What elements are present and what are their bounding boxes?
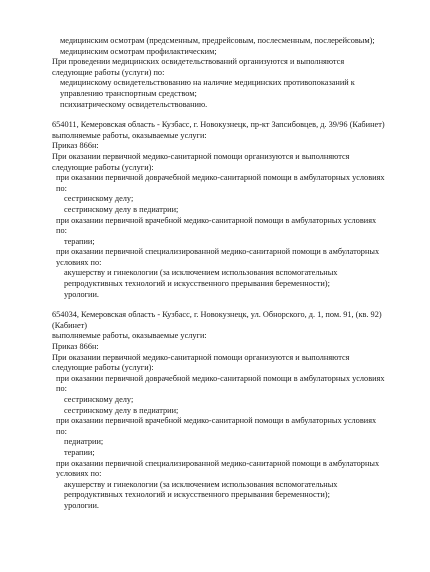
text-line: При оказании первичной медико-санитарной помощи организуются и выполняются следующие работы (услуги): [52, 352, 350, 373]
text-line: урологии. [64, 500, 99, 510]
works-label: выполняемые работы, оказываемые услуги: [52, 331, 207, 341]
text-line: акушерству и гинекологии (за исключением использования вспомогательных репродуктивных технологий и искусственного прерывания беременности); [64, 479, 338, 500]
text-line: терапии; [64, 236, 95, 246]
text-line: акушерству и гинекологии (за исключением использования вспомогательных репродуктивных технологий и искусственного прерывания беременности); [64, 268, 338, 289]
text-line: сестринскому делу; [64, 395, 134, 404]
text-line: педиатрии; [64, 437, 104, 447]
text-line: медицинским осмотрам профилактическим; [60, 46, 217, 56]
text-line: сестринскому делу; [64, 194, 134, 204]
text-line: при оказании первичной врачебной медико-санитарной помощи в амбулаторных условиях по: [56, 416, 377, 436]
order-label: Приказ 866н: [52, 342, 99, 352]
text-line: сестринскому делу в педиатрии; [64, 204, 179, 214]
text-line: при оказании первичной врачебной медико-санитарной помощи в амбулаторных условиях по: [56, 215, 377, 236]
address-block-2 [52, 310, 386, 511]
text-line: При проведении медицинских освидетельствований организуются и выполняются следующие работы (услуги) по: [52, 57, 345, 77]
address-line: 654011, Кемеровская область - Кузбасс, г. Новокузнецк, пр-кт Запсибовцев, д. 39/96 (Кабинет) [52, 120, 385, 130]
text-line: психиатрическому освидетельствованию. [60, 99, 208, 109]
order-label: Приказ 866н: [52, 141, 99, 151]
text-line: при оказании первичной специализированной медико-санитарной помощи в амбулаторных условиях по: [56, 247, 380, 267]
text-line: медицинским осмотрам (предсменным, предрейсовым, послесменным, послерейсовым); [60, 36, 375, 45]
document-page [52, 36, 386, 512]
text-line: При оказании первичной медико-санитарной помощи организуются и выполняются следующие работы (услуги): [52, 151, 350, 172]
text-line: при оказании первичной доврачебной медико-санитарной помощи в амбулаторных условиях по: [56, 373, 385, 394]
address-block-1 [52, 120, 386, 300]
text-line: сестринскому делу в педиатрии; [64, 405, 179, 415]
top-block [52, 36, 386, 110]
works-label: выполняемые работы, оказываемые услуги: [52, 130, 207, 140]
text-line: при оказании первичной доврачебной медико-санитарной помощи в амбулаторных условиях по: [56, 173, 385, 193]
text-line: урологии. [64, 289, 99, 299]
address-line: 654034, Кемеровская область - Кузбасс, г. Новокузнецк, ул. Обнорского, д. 1, пом. 91, (кв. 92) (Кабинет) [52, 310, 382, 330]
text-line: медицинскому освидетельствованию на наличие медицинских противопоказаний к управлению транспортным средством; [60, 78, 355, 98]
text-line: при оказании первичной специализированной медико-санитарной помощи в амбулаторных условиях по: [56, 458, 380, 479]
text-line: терапии; [64, 447, 95, 457]
